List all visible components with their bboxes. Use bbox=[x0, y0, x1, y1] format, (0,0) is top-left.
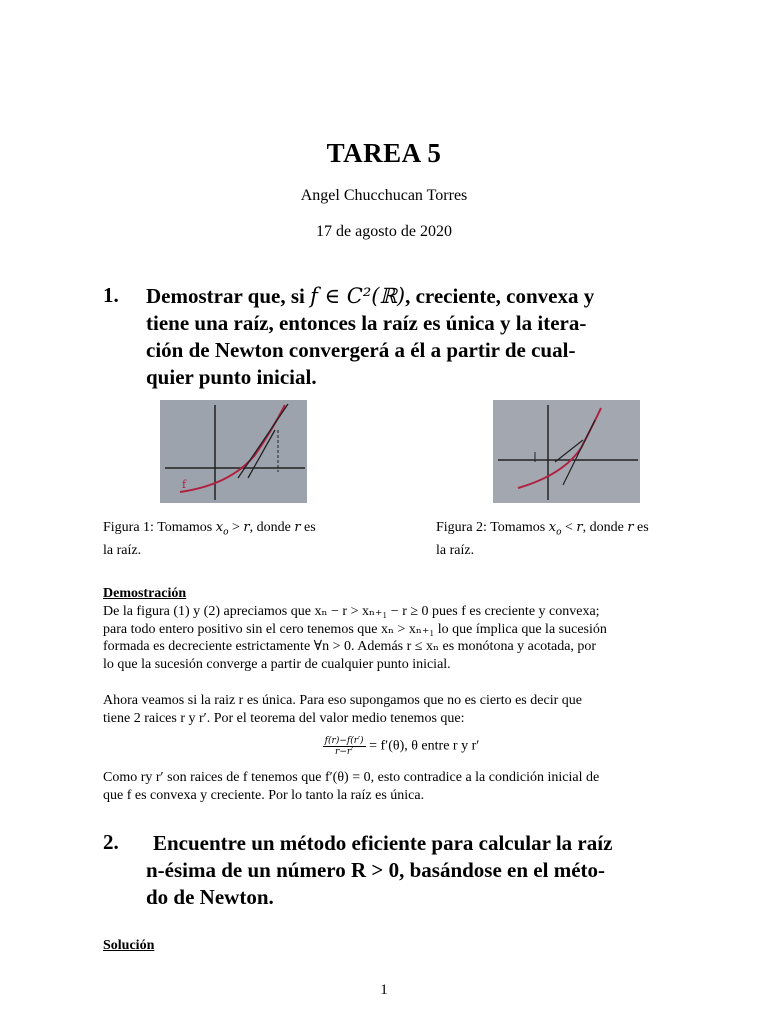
svg-text:f: f bbox=[182, 478, 187, 491]
section2-line2: n-ésima de un número R > 0, basándose en el méto- bbox=[146, 858, 606, 882]
paper-title: TAREA 5 bbox=[326, 138, 442, 168]
solution-heading: Solución bbox=[103, 938, 155, 953]
proof-paragraph-3 bbox=[103, 769, 699, 804]
formula-fraction bbox=[323, 736, 366, 757]
figure1-photo bbox=[160, 400, 307, 503]
proof-p1-line4: lo que la sucesión converge a partir de cualquier punto inicial. bbox=[103, 656, 451, 672]
proof-paragraph-2 bbox=[103, 692, 699, 727]
section1-math: f ∈ C²(ℝ) bbox=[310, 284, 406, 308]
section1-number: 1. bbox=[103, 283, 119, 307]
proof-p1-line2: para todo entero positivo sin el cero tenemos que xₙ > xₙ₊₁ lo que ímplica que la sucesión bbox=[103, 621, 607, 637]
section2-number: 2. bbox=[103, 830, 119, 854]
formula-numerator: f(r)−f(r′) bbox=[324, 736, 364, 746]
proof-p3-line2: que f es convexa y creciente. Por lo tanto la raíz es única. bbox=[103, 787, 425, 803]
mean-value-formula bbox=[103, 736, 699, 757]
proof-p1-line1: De la figura (1) y (2) apreciamos que xₙ − r > xₙ₊₁ − r ≥ 0 pues f es creciente y convexa; bbox=[103, 604, 600, 619]
section2-line1: Encuentre un método eficiente para calcular la raíz bbox=[153, 831, 613, 855]
author-name: Angel Chucchucan Torres bbox=[300, 187, 468, 204]
formula-rest: = f′(θ), θ entre r y r′ bbox=[365, 738, 480, 754]
paper-date: 17 de agosto de 2020 bbox=[316, 223, 452, 240]
proof-heading: Demostración bbox=[103, 586, 187, 601]
proof-p2-line1: Ahora veamos si la raiz r es única. Para eso supongamos que no es cierto es decir que bbox=[103, 693, 582, 708]
section2-statement bbox=[146, 830, 706, 911]
formula-denominator: r−r′ bbox=[335, 747, 354, 757]
section1-line3: ción de Newton convergerá a él a partir de cual- bbox=[146, 338, 576, 362]
figure2-photo bbox=[493, 400, 640, 503]
section1-line1b: , creciente, convexa y bbox=[405, 284, 595, 308]
section2-line3: do de Newton. bbox=[146, 885, 274, 909]
section1-statement bbox=[146, 283, 706, 391]
proof-p2-line2: tiene 2 raices r y r′. Por el teorema del valor medio tenemos que: bbox=[103, 710, 465, 726]
page-number: 1 bbox=[380, 982, 388, 998]
section1-line4: quier punto inicial. bbox=[146, 365, 317, 389]
section1-line1a: Demostrar que, si bbox=[146, 284, 311, 308]
proof-p1-line3: formada es decreciente estrictamente ∀n > 0. Además r ≤ xₙ es monótona y acotada, por bbox=[103, 639, 597, 654]
figure2-caption: Figura 2: Tomamos $x_o < r$, donde r es la raíz. bbox=[436, 520, 649, 558]
figure1-caption: Figura 1: Tomamos $x_o > r$, donde r es la raíz. bbox=[103, 520, 316, 558]
proof-paragraph-1 bbox=[103, 603, 699, 673]
section1-line2: tiene una raíz, entonces la raíz es única y la itera- bbox=[146, 311, 587, 335]
proof-p3-line1: Como ry r′ son raices de f tenemos que f′(θ) = 0, esto contradice a la condición inicial de bbox=[103, 770, 600, 785]
